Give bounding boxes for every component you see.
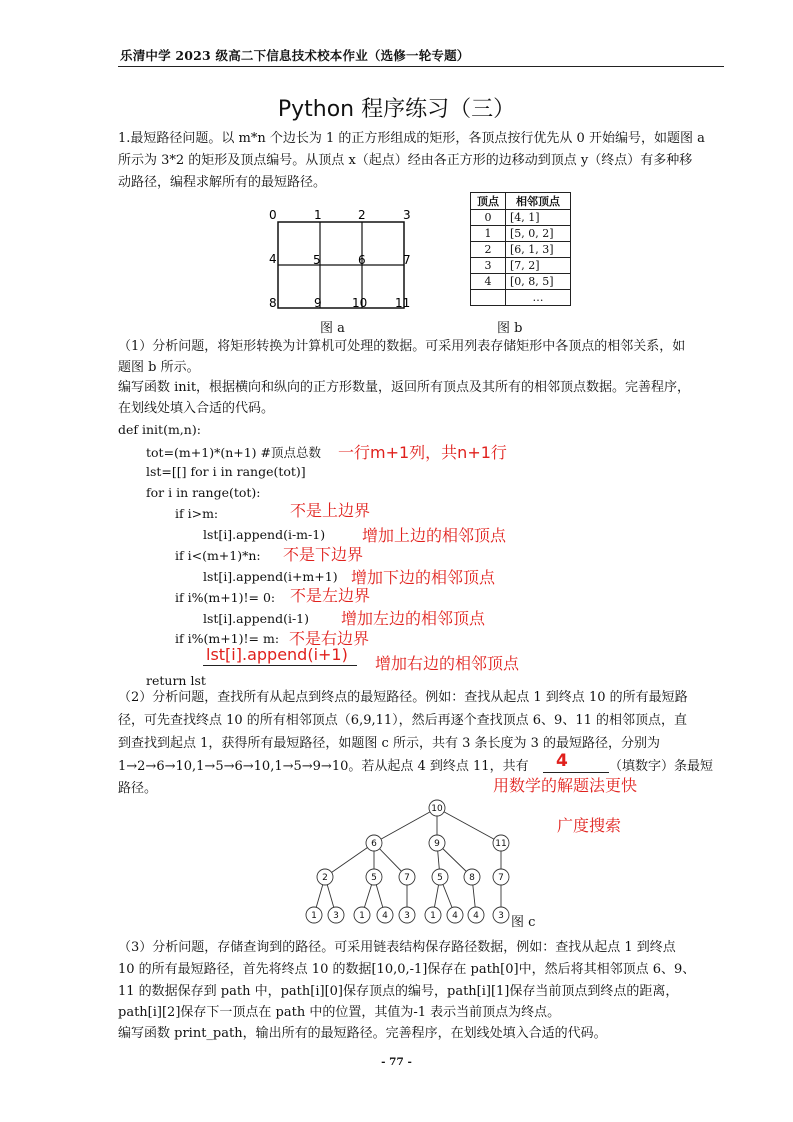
tree-node (493, 869, 509, 885)
code-line: lst[i].append(i-m-1) (203, 527, 326, 542)
figure-a-grid (262, 202, 422, 314)
intro-line-1: 1.最短路径问题。以 m*n 个边长为 1 的正方形组成的矩形，各顶点按行优先从 0 开始编号，如题图 a (118, 131, 705, 146)
figure-a-caption: 图 a (320, 321, 345, 336)
annotation-text: 不是右边界 (289, 629, 370, 648)
svg-text:3: 3 (404, 911, 410, 921)
svg-text:2: 2 (322, 873, 328, 883)
vertex-label: 7 (403, 253, 411, 267)
tree-node (425, 907, 441, 923)
svg-text:1: 1 (359, 911, 365, 921)
figure-b-caption: 图 b (497, 321, 523, 336)
table-cell: 0 (471, 210, 506, 226)
table-header: 相邻顶点 (506, 193, 571, 210)
svg-text:1: 1 (311, 911, 317, 921)
part1-line-4: 在划线处填入合适的代码。 (118, 401, 275, 416)
annotation-text: 增加右边的相邻顶点 (375, 654, 520, 673)
tree-node (317, 869, 333, 885)
table-cell: 4 (471, 274, 506, 290)
table-cell: [7, 2] (506, 258, 571, 274)
part3-line-1: （3）分析问题，存储查询到的路径。可采用链表结构保存路径数据，例如：查找从起点 1 到终点 (118, 940, 676, 955)
tree-node (354, 907, 370, 923)
tree-node (399, 869, 415, 885)
part2-line-5: 路径。 (118, 781, 158, 796)
part2-line-4b: （填数字）条最短 (609, 759, 714, 774)
tree-node (432, 869, 448, 885)
tree-node (464, 869, 480, 885)
annotation-text: 增加下边的相邻顶点 (351, 568, 496, 587)
table-header-row (471, 193, 571, 210)
page-title: Python 程序练习（三） (277, 97, 516, 122)
table-row (471, 226, 571, 242)
svg-text:3: 3 (333, 911, 339, 921)
table-row (471, 290, 571, 306)
handwritten-answer-count: 4 (556, 751, 568, 771)
annotation-text: 增加左边的相邻顶点 (341, 609, 486, 628)
tree-node (377, 907, 393, 923)
part1-line-2: 题图 b 所示。 (118, 360, 200, 375)
code-line: if i>m: (175, 506, 219, 521)
part3-line-4: path[i][2]保存下一顶点在 path 中的位置，其值为-1 表示当前顶点为终点。 (118, 1005, 561, 1020)
tree-node (328, 907, 344, 923)
part3-line-5: 编写函数 print_path，输出所有的最短路径。完善程序，在划线处填入合适的代码。 (118, 1026, 607, 1041)
table-cell: [0, 8, 5] (506, 274, 571, 290)
table-cell: 1 (471, 226, 506, 242)
table-header: 顶点 (471, 193, 506, 210)
code-line: if i<(m+1)*n: (175, 548, 261, 563)
svg-text:4: 4 (452, 911, 458, 921)
table-cell: 3 (471, 258, 506, 274)
code-line: lst[i].append(i+m+1) (203, 569, 338, 584)
table-cell: … (506, 290, 571, 306)
tree-node (468, 907, 484, 923)
code-line: if i%(m+1)!= m: (175, 631, 280, 646)
svg-text:7: 7 (498, 873, 504, 883)
table-cell: [6, 1, 3] (506, 242, 571, 258)
svg-text:1: 1 (430, 911, 436, 921)
figure-c-caption: 图 c (511, 915, 536, 930)
tree-node (306, 907, 322, 923)
figure-c-tree (300, 796, 520, 928)
tree-node (493, 907, 509, 923)
table-row (471, 210, 571, 226)
table-cell: 2 (471, 242, 506, 258)
annotation-text: 增加上边的相邻顶点 (362, 526, 507, 545)
svg-text:10: 10 (431, 804, 443, 814)
table-row (471, 258, 571, 274)
tree-node (366, 869, 382, 885)
vertex-label: 5 (313, 253, 321, 267)
vertex-label: 0 (269, 208, 277, 222)
vertex-label: 10 (352, 296, 368, 310)
tree-node (366, 835, 382, 851)
intro-line-2: 所示为 3*2 的矩形及顶点编号。从顶点 x（起点）经由各正方形的边移动到顶点 y（终点）有多种移 (118, 153, 693, 168)
code-line: lst[i].append(i-1) (203, 611, 309, 626)
svg-text:11: 11 (495, 839, 507, 849)
svg-text:7: 7 (404, 873, 410, 883)
code-line: if i%(m+1)!= 0: (175, 590, 276, 605)
annotation-text: 不是下边界 (283, 545, 364, 564)
svg-text:5: 5 (437, 873, 443, 883)
svg-text:8: 8 (469, 873, 475, 883)
part3-line-3: 11 的数据保存到 path 中，path[i][0]保存顶点的编号，path[i][1]保存当前顶点到终点的距离， (118, 984, 679, 999)
vertex-label: 11 (395, 296, 411, 310)
tree-node (429, 800, 445, 816)
annotation-text: 用数学的解题法更快 (493, 776, 638, 795)
code-blank-underline (203, 665, 357, 666)
tree-edges (314, 808, 501, 915)
figure-b-table-wrap (470, 192, 571, 306)
vertex-label: 8 (269, 296, 277, 310)
code-line: for i in range(tot): (146, 485, 261, 500)
annotation-text: 不是左边界 (290, 586, 371, 605)
vertex-label: 2 (358, 208, 366, 222)
part1-line-3: 编写函数 init，根据横向和纵向的正方形数量，返回所有顶点及其所有的相邻顶点数据。完善程序， (118, 380, 691, 395)
part3-line-2: 10 的所有最短路径，首先将终点 10 的数据[10,0,-1]保存在 path[0]中，然后将其相邻顶点 6、9、 (118, 962, 696, 977)
svg-text:6: 6 (371, 839, 377, 849)
svg-text:4: 4 (382, 911, 388, 921)
code-line: def init(m,n): (118, 422, 201, 437)
table-row (471, 242, 571, 258)
tree-node (493, 835, 509, 851)
svg-text:3: 3 (498, 911, 504, 921)
intro-line-3: 动路径，编程求解所有的最短路径。 (118, 175, 327, 190)
annotation-text: 一行m+1列，共n+1行 (338, 443, 507, 462)
tree-node (447, 907, 463, 923)
table-cell: [4, 1] (506, 210, 571, 226)
vertex-label: 1 (314, 208, 322, 222)
figure-b-table (470, 192, 571, 306)
table-cell (471, 290, 506, 306)
part1-line-1: （1）分析问题，将矩形转换为计算机可处理的数据。可采用列表存储矩形中各顶点的相邻关系，如 (118, 339, 686, 354)
vertex-label: 9 (314, 296, 322, 310)
part2-line-1: （2）分析问题，查找所有从起点到终点的最短路径。例如：查找从起点 1 到终点 10 的所有最短路 (118, 690, 688, 705)
part2-line-3: 到查找到起点 1，获得所有最短路径，如题图 c 所示，共有 3 条长度为 3 的最短路径，分别为 (118, 736, 661, 751)
part2-line-4a: 1→2→6→10,1→5→6→10,1→5→9→10。若从起点 4 到终点 11，共有 (118, 759, 529, 774)
code-line: tot=(m+1)*(n+1) #顶点总数 (146, 445, 322, 460)
tree-node (429, 835, 445, 851)
code-line: lst=[[] for i in range(tot)] (146, 464, 306, 479)
tree-node (399, 907, 415, 923)
table-cell: [5, 0, 2] (506, 226, 571, 242)
svg-text:5: 5 (371, 873, 377, 883)
vertex-label: 4 (269, 252, 277, 266)
annotation-text: 不是上边界 (290, 501, 371, 520)
page-number: - 77 - (381, 1056, 412, 1068)
page-header: 乐清中学 2023 级高二下信息技术校本作业（选修一轮专题） (120, 48, 470, 63)
table-row (471, 274, 571, 290)
header-divider (118, 66, 724, 67)
svg-text:4: 4 (473, 911, 479, 921)
annotation-text: 广度搜索 (557, 816, 622, 835)
vertex-label: 3 (403, 208, 411, 222)
vertex-label: 6 (358, 253, 366, 267)
svg-text:9: 9 (434, 839, 440, 849)
part2-line-2: 径，可先查找终点 10 的所有相邻顶点（6,9,11），然后再逐个查找顶点 6、9、11 的相邻顶点，直 (118, 713, 688, 728)
code-line: return lst (146, 673, 206, 688)
handwritten-answer-code: lst[i].append(i+1) (206, 645, 348, 664)
